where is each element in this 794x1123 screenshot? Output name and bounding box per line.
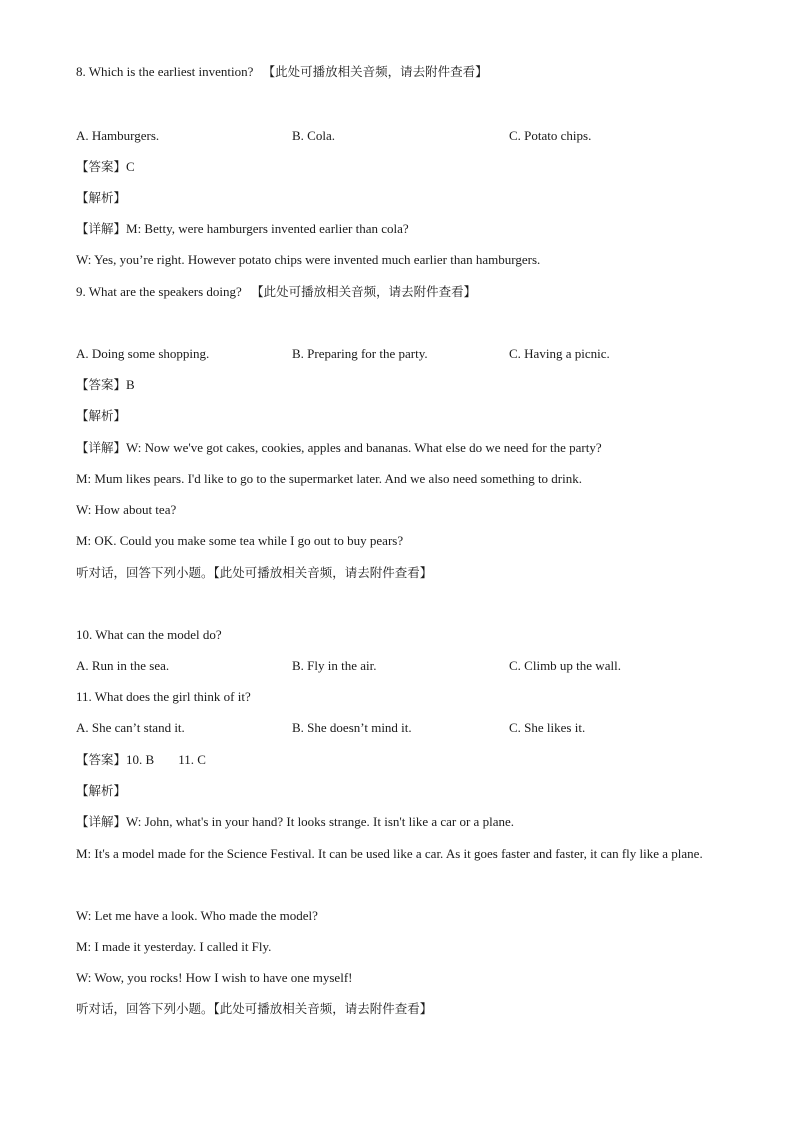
audio-note[interactable]: 【此处可播放相关音频，请去附件查看】 (213, 565, 433, 580)
answer-label: 【答案】 (76, 377, 127, 392)
q8-question-line (76, 63, 488, 81)
q9-dialogue-3: W: How about tea? (76, 502, 177, 517)
q8-answer: C (126, 159, 135, 174)
dialogue-intro-2: 听对话，回答下列小题。 (76, 1001, 214, 1016)
answer-label: 【答案】 (76, 752, 127, 767)
q8-question: 8. Which is the earliest invention? (76, 64, 254, 79)
q10-11-answer-line (76, 751, 206, 769)
audio-note[interactable]: 【此处可播放相关音频，请去附件查看】 (213, 1001, 433, 1016)
q10-11-dialogue-5: W: Wow, you rocks! How I wish to have one myself! (76, 970, 353, 985)
q11-question: 11. What does the girl think of it? (76, 689, 251, 704)
q8-analysis-label: 【解析】 (76, 190, 127, 205)
q10-11-dialogue-2: M: It's a model made for the Science Festival. It can be used like a car. As it goes faster and faster, it can fly like a plane. (76, 846, 703, 861)
dialogue-intro-line-2 (76, 1000, 432, 1018)
answer-label: 【答案】 (76, 159, 127, 174)
q8-answer-line (76, 158, 135, 176)
q9-option-c: C. Having a picnic. (509, 346, 610, 361)
q9-dialogue-4: M: OK. Could you make some tea while I go out to buy pears? (76, 533, 404, 548)
dialogue-intro-line (76, 564, 432, 582)
q10-11-dialogue-4: M: I made it yesterday. I called it Fly. (76, 939, 272, 954)
q9-analysis-label: 【解析】 (76, 408, 127, 423)
audio-note[interactable]: 【此处可播放相关音频，请去附件查看】 (251, 284, 477, 299)
q9-detail-line-1 (76, 439, 602, 457)
q8-dialogue-1: M: Betty, were hamburgers invented earlier than cola? (126, 221, 409, 236)
q9-dialogue-2: M: Mum likes pears. I'd like to go to the supermarket later. And we also need something to drink. (76, 471, 582, 486)
q8-option-c: C. Potato chips. (509, 128, 592, 143)
q10-11-analysis-label: 【解析】 (76, 783, 127, 798)
q11-answer: 11. C (178, 752, 206, 767)
detail-label: 【详解】 (76, 221, 127, 236)
q10-answer: 10. B (126, 752, 155, 767)
detail-label: 【详解】 (76, 440, 127, 455)
q9-question: 9. What are the speakers doing? (76, 284, 242, 299)
q10-option-a: A. Run in the sea. (76, 658, 170, 673)
q9-answer-line (76, 376, 135, 394)
q10-option-c: C. Climb up the wall. (509, 658, 621, 673)
q10-question: 10. What can the model do? (76, 627, 222, 642)
q9-dialogue-1: W: Now we've got cakes, cookies, apples and bananas. What else do we need for the party? (126, 440, 602, 455)
q10-11-dialogue-1: W: John, what's in your hand? It looks strange. It isn't like a car or a plane. (126, 814, 514, 829)
q8-detail-line-1 (76, 220, 409, 238)
audio-note[interactable]: 【此处可播放相关音频，请去附件查看】 (262, 64, 488, 79)
q10-option-b: B. Fly in the air. (292, 658, 377, 673)
q9-option-b: B. Preparing for the party. (292, 346, 428, 361)
q10-11-detail-line-1 (76, 813, 514, 831)
detail-label: 【详解】 (76, 814, 127, 829)
q11-option-c: C. She likes it. (509, 720, 586, 735)
q8-option-b: B. Cola. (292, 128, 335, 143)
q8-dialogue-2: W: Yes, you’re right. However potato chips were invented much earlier than hamburgers. (76, 252, 541, 267)
q9-question-line (76, 283, 476, 301)
q11-option-b: B. She doesn’t mind it. (292, 720, 412, 735)
q8-option-a: A. Hamburgers. (76, 128, 160, 143)
q10-11-dialogue-3: W: Let me have a look. Who made the model? (76, 908, 318, 923)
dialogue-intro: 听对话，回答下列小题。 (76, 565, 214, 580)
q11-option-a: A. She can’t stand it. (76, 720, 185, 735)
q9-answer: B (126, 377, 135, 392)
q9-option-a: A. Doing some shopping. (76, 346, 210, 361)
